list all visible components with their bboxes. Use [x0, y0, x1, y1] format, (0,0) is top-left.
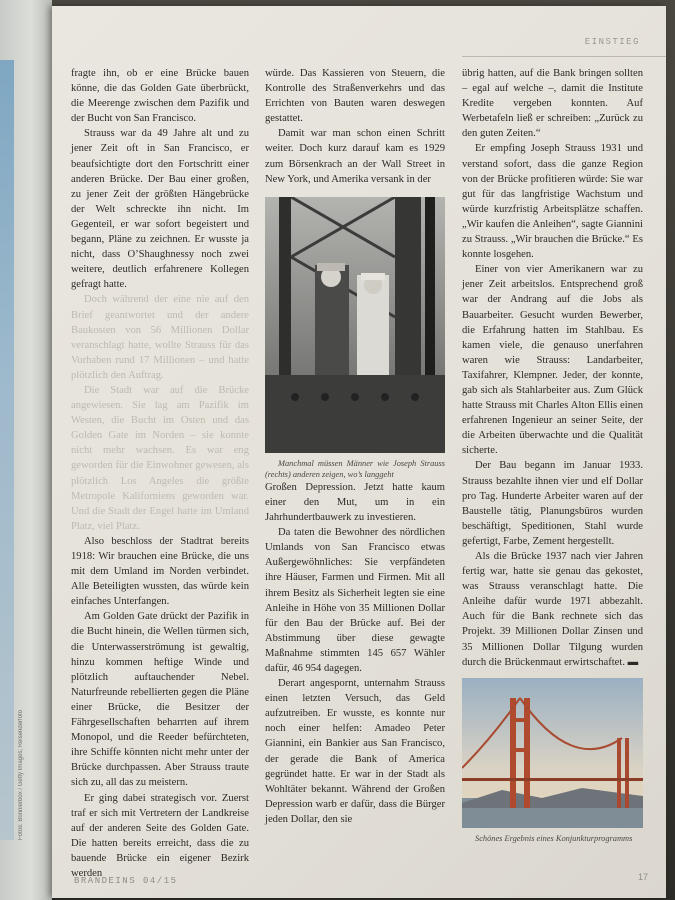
text-column-3	[462, 66, 643, 844]
paragraph: Damit war man schon einen Schritt weiter. Doch kurz darauf kam es 1929 zum Börsenkrach an der Wall Street in New York, und Amerika versank in der	[265, 128, 445, 185]
paragraph: Er empfing Joseph Strauss 1931 und verstand sofort, dass die ganze Region von der Brücke profitieren würde: Sie war gut für das langfristige Wachstum und würde kurzfristig Arbeitsplätze schaffen. „Wir kaufen die Anleihen“, sagte Giannini zu Strauss. „Wir brauchen die Brücke.“ Es konnte losgehen.	[462, 143, 643, 261]
photo-credit: Fotos: Bonnierbox / Getty Images; Reisenderfoto	[18, 709, 24, 840]
paragraph: Am Golden Gate drückt der Pazifik in die Bucht hinein, die Wellen türmen sich, die Unterwasserströmung ist gewaltig, hinzu kommen heftige Winde und plötzlich auftauchender Nebel. Naturfreunde rebellierten gegen die Pläne einer Brücke, die Besitzer der Fährgesellschaften beharrten auf ihrem Monopol, und die Reeder befürchteten, ihre Schiffe könnten nicht mehr unter der Brücke durchpassen. Aber Strauss traute sich zu, all das zu meistern.	[71, 611, 249, 789]
header-rule	[462, 56, 666, 57]
photo-caption: Manchmal müssen Männer wie Joseph Strauss (rechts) anderen zeigen, wo’s langgeht	[265, 458, 445, 479]
left-page-edge	[0, 0, 52, 900]
paragraph: würde. Das Kassieren von Steuern, die Kontrolle des Straßenverkehrs und das Errichten von Bauten waren deswegen gestattet.	[265, 68, 445, 125]
paragraph: Er ging dabei strategisch vor. Zuerst traf er sich mit Vertretern der Landkreise auf der anderen Seite des Golden Gate. Die hatten bereits erreicht, dass die zu bauende Brücke ein eigener Bezirk werden	[71, 792, 249, 879]
paragraph: fragte ihn, ob er eine Brücke bauen könne, die das Golden Gate überbrückt, die Meerenge zwischen dem Pazifik und der Bucht von San Francisco.	[71, 68, 249, 125]
paragraph: Großen Depression. Jetzt hatte kaum einer den Mut, um in ein Jahrhundertbauwerk zu investieren.	[265, 481, 445, 524]
page-number: 17	[637, 872, 648, 882]
paragraph: Derart angespornt, unternahm Strauss einen letzten Versuch, das Geld aufzutreiben. Er wusste, es konnte nur noch einer helfen: Amadeo Peter Giannini, ein Bankier aus San Francisco, der gerade die Bank of America gegründet hatte. Er war in der Stadt als Wohltäter bekannt. Während der Großen Depression warb er dafür, dass die Bürger jeden Dollar, den sie	[265, 678, 445, 825]
paragraph: Der Bau begann im Januar 1933. Strauss bezahlte ihnen vier und elf Dollar pro Tag. Hunderte Arbeiter waren auf der Baustelle tätig, Planungsbüros wurden beschäftigt, Speditionen, Stahl wurde gefertigt, Farbe, Zement hergestellt.	[462, 460, 643, 547]
left-page-image-strip	[0, 60, 14, 840]
paragraph-faded: Doch während der eine nie auf den Brief geantwortet und der andere Baukosten von 56 Millionen Dollar veranschlagt hatte, wollte Strauss für das Vorhaben rund 17 Millionen – und hatte plötzlich den Auftrag.	[71, 294, 249, 381]
paragraph-faded: Die Stadt war auf die Brücke angewiesen. Sie lag am Pazifik im Westen, die Bucht im Osten und das Golden Gate im Norden – sie konnte nicht mehr wachsen. Es war eng geworden für die Einwohner gewesen, als plötzlich Los Angeles die größte Metropole Kaliforniens geworden war. Und die Stadt der Engel hatte im Umland Platz, viel Platz.	[71, 384, 249, 532]
text-column-2	[265, 66, 445, 827]
text-column-1	[71, 66, 249, 881]
paragraph: Also beschloss der Stadtrat bereits 1918: Wir brauchen eine Brücke, die uns mit dem Umland im Norden verbindet. Alle Beteiligten wussten, das würde kein einfaches Unterfangen.	[71, 535, 249, 608]
paragraph: übrig hatten, auf die Bank bringen sollten – egal auf welche –, damit die Institute Kredite vergeben konnten. Auf Werbetafeln ließ er schreiben: „Zurück zu den guten Zeiten.“	[462, 68, 643, 140]
section-label: EINSTIEG	[584, 37, 640, 47]
paragraph: Strauss war da 49 Jahre alt und zu jener Zeit oft in San Francisco, er beaufsichtigte dort den Fortschritt einer anderen Brücke. Der Bau einer großen, zu jener Zeit der größten Hängebrücke der Welt schreckte ihn nicht. Im Gegenteil, er war sofort begeistert und begann, Pläne zu zeichnen. Er wusste ja nicht, dass O’Shaughnessy noch zwei weitere, deutlich erfahrenere Kollegen gefragt hatte.	[71, 128, 249, 291]
magazine-page	[52, 6, 666, 898]
historic-photo-strauss	[265, 197, 445, 453]
paragraph: Als die Brücke 1937 nach vier Jahren fertig war, hatte sie genau das gekostet, was Strauss veranschlagt hatte. Die Anleihe dafür wurde 1971 abbezahlt. Auch für die Bank rechnete sich das Projekt. 39 Millionen Dollar Zinsen und 35 Millionen Dollar Tilgung wurden durch die Brückenmaut erwirtschaftet. ▬	[462, 551, 643, 668]
magazine-brand: BRANDEINS 04/15	[74, 876, 178, 886]
paragraph: Einer von vier Amerikanern war zu jener Zeit arbeitslos. Entsprechend groß war der Andrang auf die Jobs als Bauarbeiter. Gesucht wurden Bewerber, die Erfahrung hatten im Stahlbau. Es kamen viele, die genauso unerfahren waren wie Strauss: Landarbeiter, Taxifahrer, Klempner. Jeder, der konnte, gab sich als Stahlarbeiter aus. Zum Glück hatte Strauss mit Charles Alton Ellis einen erfahrenen Ingenieur an seiner Seite, der die Arbeiten überwachte und die Qualität sicherte.	[462, 264, 643, 457]
photo-caption: Schönes Ergebnis eines Konjunkturprogramms	[475, 833, 633, 843]
paragraph: Da taten die Bewohner des nördlichen Umlands von San Francisco etwas Außergewöhnliches: Sie verpfändeten ihre Häuser, Farmen und Firmen. Mit all ihrem Besitz als Sicherheit legten sie eine Anleihe in Höhe von 35 Millionen Dollar für den Bau der Brücke auf. Bei der Abstimmung über diese gewagte Maßnahme stimmten 145 657 Wähler dafür, 46 954 dagegen.	[265, 527, 445, 674]
golden-gate-photo	[462, 678, 643, 828]
